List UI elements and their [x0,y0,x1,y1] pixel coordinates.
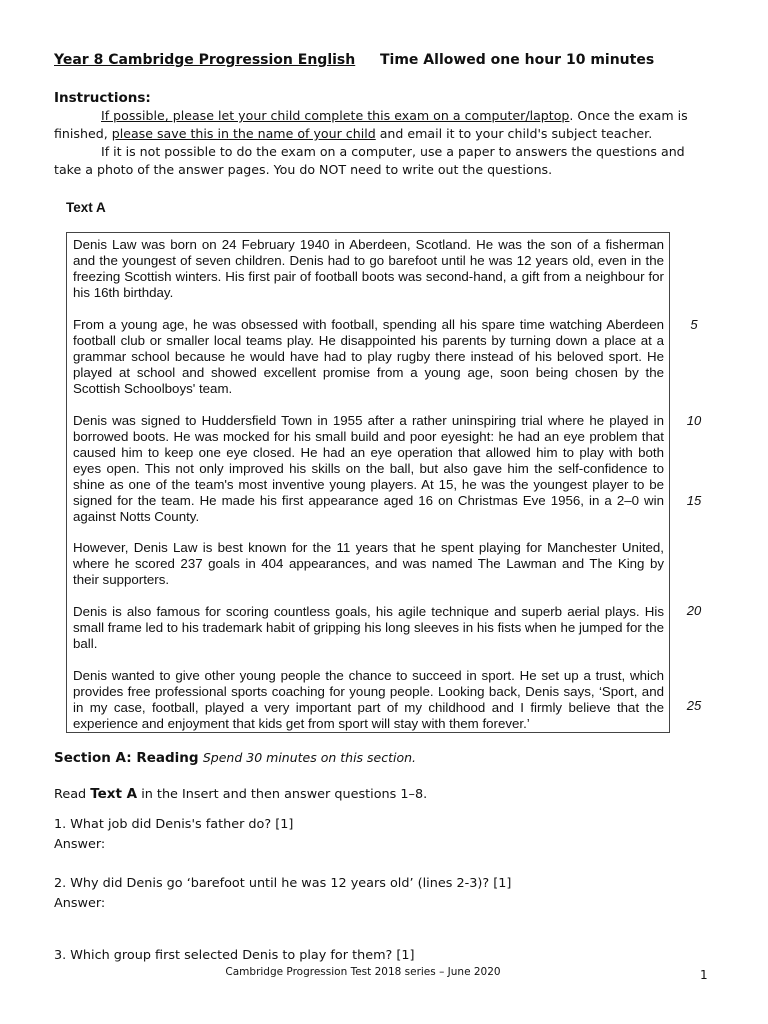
line-number: 10 [686,413,702,428]
instructions-heading: Instructions: [54,90,151,106]
answer-label-2: Answer: [54,896,106,911]
section-a-title: Section A: Reading [54,750,199,766]
passage-paragraph-3: Denis was signed to Huddersfield Town in 1955 after a rather uninspiring trial where he played in borrowed boots. He was mocked for his small build and poor eyesight: he had an eye problem that caused him to keep one eye closed. He had an eye operation that allowed him to play with both eyes open. This not only improved his skills on the ball, but also gave him the self-confidence to shine as one of the team's most inventive young players. At 15, he was the youngest player to be signed for the team. He made his first appearance aged 16 on Christmas Eve 1956, in a 2–0 win against Notts County. [73,413,664,524]
instruction-save-note: please save this in the name of your child [111,126,376,141]
line-number: 15 [686,493,702,508]
page-footer: Cambridge Progression Test 2018 series – June 2020 [225,966,501,978]
passage-paragraph-1: Denis Law was born on 24 February 1940 in Aberdeen, Scotland. He was the son of a fisherman and the youngest of seven children. Denis had to go barefoot until he was 12 years old, even in the freezing Scottish winters. His first pair of football boots was second-hand, a gift from a neighbour for his 16th birthday. [73,237,664,300]
section-a-heading [54,750,416,766]
passage-paragraph-4: However, Denis Law is best known for the 11 years that he spent playing for Manchester United, where he scored 237 goals in 404 appearances, and was named The Lawman and The King by their supporters. [73,540,664,587]
passage-paragraph-5: Denis is also famous for scoring countless goals, his agile technique and superb aerial plays. His small frame led to his trademark habit of gripping his long sleeves in his fists when he jumped for the ball. [73,604,664,651]
instructions-paragraph-1: If possible, please let your child complete this exam on a computer/laptop. Once the exam is finished, please save this in the name of your child and email it to your child's subject teacher. [54,108,688,141]
line-number: 25 [686,698,702,713]
passage-paragraph-6: Denis wanted to give other young people the chance to succeed in sport. He set up a trust, which provides free professional sports coaching for young people. Looking back, Denis says, ‘Sport, and in my case, football, played a very important part of my childhood and I firmly believe that the experience and enjoyment that kids get from sport will stay with them forever.’ [73,668,664,731]
passage-paragraph-2: From a young age, he was obsessed with football, spending all his spare time watching Aberdeen football club or smaller local teams play. He disappointed his parents by turning down a place at a grammar school because he would have had to play rugby there instead of his beloved sport. He played at school and showed excellent promise from a young age, soon being chosen by the Scottish Schoolboys' team. [73,317,664,396]
instruction-computer-note: If possible, please let your child complete this exam on a computer/laptop [101,108,570,123]
text-a-passage-box [66,232,670,733]
answer-label-1: Answer: [54,837,106,852]
instructions-paragraph-2: If it is not possible to do the exam on a computer, use a paper to answers the questions and take a photo of the answer pages. You do NOT need to write out the questions. [54,144,685,177]
exam-title-left: Year 8 Cambridge Progression English [54,52,356,68]
exam-title [54,52,674,68]
question-3: 3. Which group first selected Denis to play for them? [1] [54,948,415,963]
text-a-reference: Text A [90,786,138,802]
line-number: 20 [686,603,702,618]
read-instruction: Read Text A in the Insert and then answer questions 1–8. [54,786,428,802]
page-number: 1 [700,968,708,982]
question-1: 1. What job did Denis's father do? [1] [54,817,294,832]
section-a-subtitle: Spend 30 minutes on this section. [202,750,417,765]
line-number: 5 [690,317,698,332]
exam-title-right: Time Allowed one hour 10 minutes [380,52,655,68]
question-2: 2. Why did Denis go ‘barefoot until he was 12 years old’ (lines 2-3)? [1] [54,876,512,891]
text-a-label: Text A [66,200,106,215]
